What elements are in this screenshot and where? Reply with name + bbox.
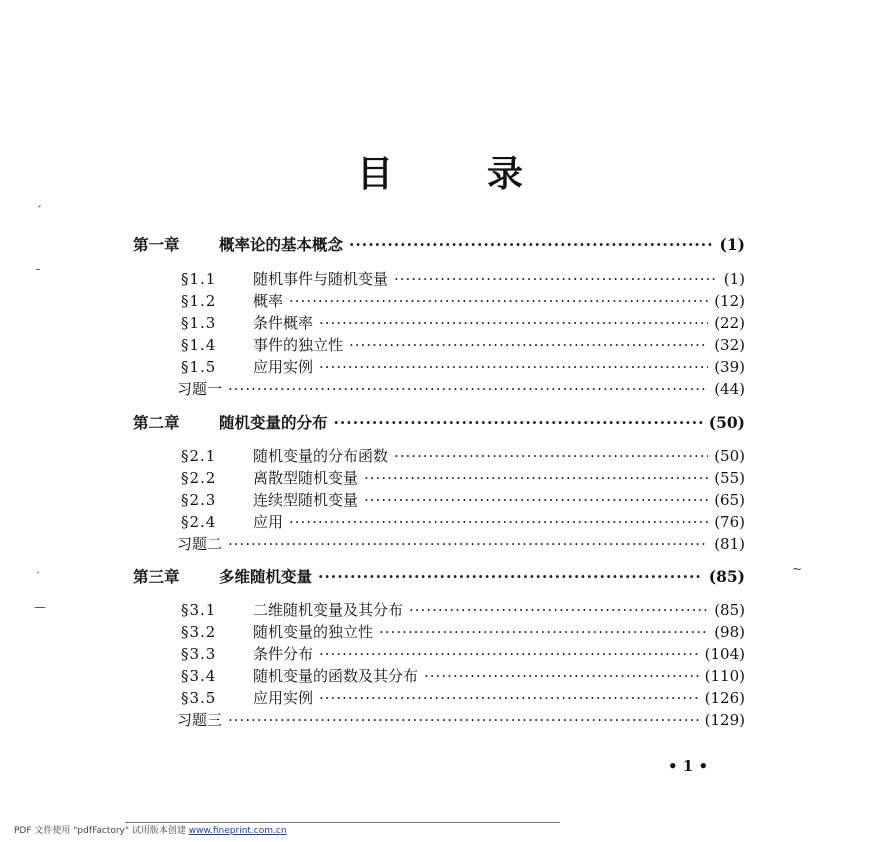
toc-entry-section[interactable] xyxy=(181,621,745,643)
leader-dots xyxy=(319,687,699,709)
footer-link[interactable]: www.fineprint.com.cn xyxy=(188,826,287,836)
toc-entry-chapter[interactable] xyxy=(133,566,745,588)
entry-title: 连续型随机变量 xyxy=(253,491,359,509)
entry-page: (1) xyxy=(723,270,745,288)
toc-entry-section[interactable] xyxy=(181,334,745,356)
leader-dots xyxy=(319,312,708,334)
entry-page: (98) xyxy=(714,623,745,641)
entry-title: 二维随机变量及其分布 xyxy=(253,601,404,619)
entry-page: (65) xyxy=(714,491,745,509)
entry-title: 习题一 xyxy=(177,380,223,398)
entry-number: §1.5 xyxy=(181,358,217,376)
entry-title: 条件分布 xyxy=(253,645,314,663)
entry-number: §2.2 xyxy=(181,469,217,487)
scan-speck: ˑ xyxy=(36,566,41,580)
toc-entry-exercises[interactable] xyxy=(177,709,745,731)
toc-entry-section[interactable] xyxy=(181,356,745,378)
title-char-1: 目 xyxy=(357,154,394,195)
entry-title: 应用实例 xyxy=(253,358,314,376)
pdf-footer xyxy=(14,823,287,836)
toc-entry-exercises[interactable] xyxy=(177,533,745,555)
entry-page: (44) xyxy=(714,380,745,398)
entry-number: 第三章 xyxy=(133,567,180,586)
toc-entry-section[interactable] xyxy=(181,665,745,687)
toc-entry-section[interactable] xyxy=(181,511,745,533)
leader-dots xyxy=(289,511,708,533)
toc-entry-section[interactable] xyxy=(181,599,745,621)
leader-dots xyxy=(319,643,699,665)
entry-title: 多维随机变量 xyxy=(219,567,313,586)
toc-entry-section[interactable] xyxy=(181,467,745,489)
entry-page: (39) xyxy=(714,358,745,376)
title-char-2: 录 xyxy=(487,154,524,195)
entry-number: §2.1 xyxy=(181,447,217,465)
entry-number: §2.4 xyxy=(181,513,217,531)
scan-speck: — xyxy=(34,600,46,614)
toc-entry-chapter[interactable] xyxy=(133,412,745,434)
page-number: • 1 • xyxy=(668,757,709,775)
entry-page: (76) xyxy=(714,513,745,531)
leader-dots xyxy=(379,621,708,643)
entry-page: (32) xyxy=(714,336,745,354)
entry-title: 应用 xyxy=(253,513,284,531)
leader-dots xyxy=(228,709,699,731)
entry-title: 随机变量的独立性 xyxy=(253,623,374,641)
leader-dots xyxy=(349,334,708,356)
leader-dots xyxy=(228,378,708,400)
toc-entry-section[interactable] xyxy=(181,268,745,290)
entry-title: 条件概率 xyxy=(253,314,314,332)
toc-entry-section[interactable] xyxy=(181,312,745,334)
entry-title: 随机变量的分布函数 xyxy=(253,447,389,465)
entry-page: (85) xyxy=(714,601,745,619)
entry-number: §3.5 xyxy=(181,689,217,707)
entry-page: (12) xyxy=(714,292,745,310)
entry-number: 第一章 xyxy=(133,235,180,254)
toc-entry-exercises[interactable] xyxy=(177,378,745,400)
toc-entry-section[interactable] xyxy=(181,445,745,467)
leader-dots xyxy=(394,268,718,290)
footer-text: PDF 文件使用 "pdfFactory" 试用版本创建 xyxy=(14,826,186,836)
entry-title: 概率论的基本概念 xyxy=(219,235,344,254)
toc-entry-section[interactable] xyxy=(181,643,745,665)
toc-entry-section[interactable] xyxy=(181,489,745,511)
leader-dots xyxy=(334,412,703,434)
entry-title: 事件的独立性 xyxy=(253,336,344,354)
entry-number: §1.3 xyxy=(181,314,217,332)
leader-dots xyxy=(364,489,708,511)
entry-page: (22) xyxy=(714,314,745,332)
scan-speck: ˊ xyxy=(36,204,42,218)
entry-page: (110) xyxy=(704,667,745,685)
entry-number: §1.1 xyxy=(181,270,217,288)
entry-page: (81) xyxy=(714,535,745,553)
entry-title: 习题二 xyxy=(177,535,223,553)
scan-speck: - xyxy=(36,262,41,276)
entry-page: (85) xyxy=(708,567,745,586)
entry-number: §3.2 xyxy=(181,623,217,641)
entry-number: §3.1 xyxy=(181,601,217,619)
entry-page: (104) xyxy=(704,645,745,663)
entry-title: 应用实例 xyxy=(253,689,314,707)
entry-title: 概率 xyxy=(253,292,284,310)
entry-number: §3.4 xyxy=(181,667,217,685)
leader-dots xyxy=(318,566,703,588)
leader-dots xyxy=(289,290,708,312)
entry-page: (126) xyxy=(704,689,745,707)
entry-page: (50) xyxy=(714,447,745,465)
entry-number: §1.2 xyxy=(181,292,217,310)
entry-title: 随机事件与随机变量 xyxy=(253,270,389,288)
leader-dots xyxy=(394,445,708,467)
leader-dots xyxy=(364,467,708,489)
leader-dots xyxy=(424,665,699,687)
entry-number: §2.3 xyxy=(181,491,217,509)
leader-dots xyxy=(228,533,708,555)
toc-entry-chapter[interactable] xyxy=(133,234,745,256)
toc-entry-section[interactable] xyxy=(181,687,745,709)
entry-title: 离散型随机变量 xyxy=(253,469,359,487)
leader-dots xyxy=(319,356,708,378)
entry-page: (129) xyxy=(704,711,745,729)
entry-page: (55) xyxy=(714,469,745,487)
leader-dots xyxy=(349,234,714,256)
entry-page: (50) xyxy=(708,413,745,432)
toc-entry-section[interactable] xyxy=(181,290,745,312)
entry-number: §1.4 xyxy=(181,336,217,354)
entry-page: (1) xyxy=(719,235,745,254)
entry-title: 习题三 xyxy=(177,711,223,729)
entry-number: 第二章 xyxy=(133,413,180,432)
entry-number: §3.3 xyxy=(181,645,217,663)
entry-title: 随机变量的分布 xyxy=(219,413,328,432)
scan-speck: ~ xyxy=(792,562,803,576)
entry-title: 随机变量的函数及其分布 xyxy=(253,667,419,685)
leader-dots xyxy=(409,599,708,621)
